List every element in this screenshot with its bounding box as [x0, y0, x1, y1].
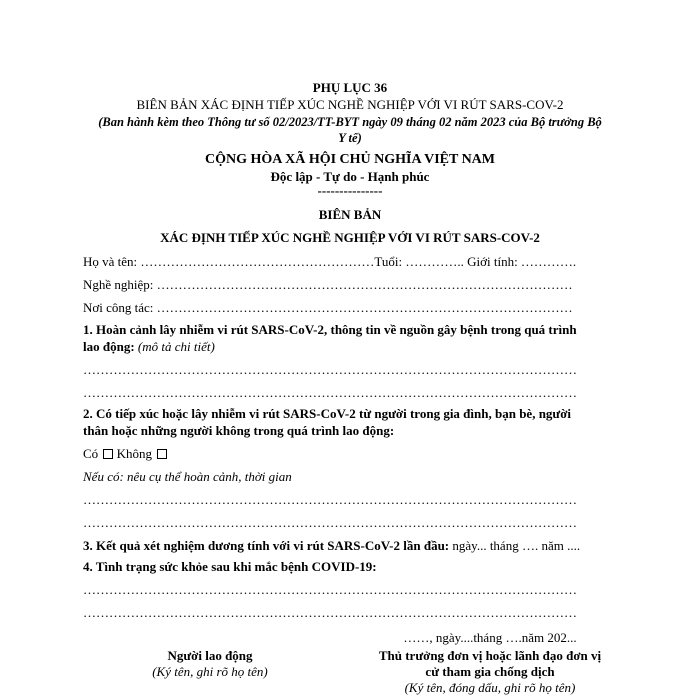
name-age-gender-field[interactable]: Họ và tên: ………………………………………………Tuổi: ………….. Giới tính: …………. [83, 254, 577, 269]
no-label: Không [116, 446, 153, 461]
section-2-note: Nếu có: nêu cụ thể hoàn cảnh, thời gian [83, 469, 292, 484]
section-2-heading: 2. Có tiếp xúc hoặc lây nhiễm vi rút SARS-CoV-2 từ người trong gia đình, bạn bè, người [83, 406, 572, 421]
country-name: CỘNG HÒA XÃ HỘI CHỦ NGHĨA VIỆT NAM [204, 152, 495, 167]
section-2-answer-line-2[interactable]: …………………………………………………………………………………………………… [83, 515, 577, 530]
appendix-title: PHỤ LỤC 36 [312, 80, 388, 95]
section-2-heading-cont: thân hoặc những người không trong quá trình lao động: [83, 423, 395, 438]
section-2-answer-line-1[interactable]: …………………………………………………………………………………………………… [83, 492, 577, 507]
signature-date-line[interactable]: ……, ngày....tháng ….năm 202... [403, 630, 577, 645]
yes-label: Có [83, 446, 99, 461]
section-1-answer-line-1[interactable]: …………………………………………………………………………………………………… [83, 362, 577, 377]
section-3-heading: 3. Kết quả xét nghiệm dương tính với vi rút SARS-CoV-2 lần đầu: [83, 538, 450, 553]
section-1-heading-cont [83, 339, 215, 355]
section-1-hint: (mô tả chi tiết) [134, 339, 215, 354]
head-signature-note: (Ký tên, đóng dấu, ghi rõ họ tên) [404, 680, 576, 695]
worker-signature-note: (Ký tên, ghi rõ họ tên) [152, 664, 268, 679]
section-4-heading: 4. Tình trạng sức khỏe sau khi mắc bệnh COVID-19: [83, 559, 377, 574]
issued-note-line1: (Ban hành kèm theo Thông tư số 02/2023/TT-BYT ngày 09 tháng 02 năm 2023 của Bộ trưởng Bộ [98, 115, 602, 129]
section-4-answer-line-1[interactable]: …………………………………………………………………………………………………… [83, 582, 577, 597]
occupation-field[interactable]: Nghề nghiệp: …………………………………………………………………………………… [83, 277, 573, 292]
divider: --------------- [317, 183, 383, 198]
motto: Độc lập - Tự do - Hạnh phúc [270, 169, 430, 184]
section-3-date[interactable]: ngày... tháng …. năm .... [449, 538, 581, 553]
head-signature-title-2: cử tham gia chống dịch [425, 664, 555, 679]
yes-no-options [83, 446, 167, 462]
section-4-answer-line-2[interactable]: …………………………………………………………………………………………………… [83, 605, 577, 620]
yes-checkbox[interactable] [103, 449, 113, 459]
document-subtitle: XÁC ĐỊNH TIẾP XÚC NGHỀ NGHIỆP VỚI VI RÚT SARS-COV-2 [160, 230, 540, 245]
section-1-heading: 1. Hoàn cảnh lây nhiễm vi rút SARS-CoV-2, thông tin về nguồn gây bệnh trong quá trình [83, 322, 577, 337]
document-title: BIÊN BẢN [318, 207, 382, 222]
worker-signature-title: Người lao động [167, 648, 253, 663]
section-1-label: lao động: [83, 339, 135, 354]
no-checkbox[interactable] [157, 449, 167, 459]
workplace-field[interactable]: Nơi công tác: …………………………………………………………………………………… [83, 300, 573, 315]
section-1-answer-line-2[interactable]: …………………………………………………………………………………………………… [83, 385, 577, 400]
section-3-line[interactable] [83, 538, 580, 554]
appendix-subtitle: BIÊN BẢN XÁC ĐỊNH TIẾP XÚC NGHỀ NGHIỆP VỚI VI RÚT SARS-COV-2 [136, 97, 564, 112]
head-signature-title-1: Thủ trưởng đơn vị hoặc lãnh đạo đơn vị [378, 648, 602, 663]
issued-note-line2: Y tế) [338, 131, 362, 145]
